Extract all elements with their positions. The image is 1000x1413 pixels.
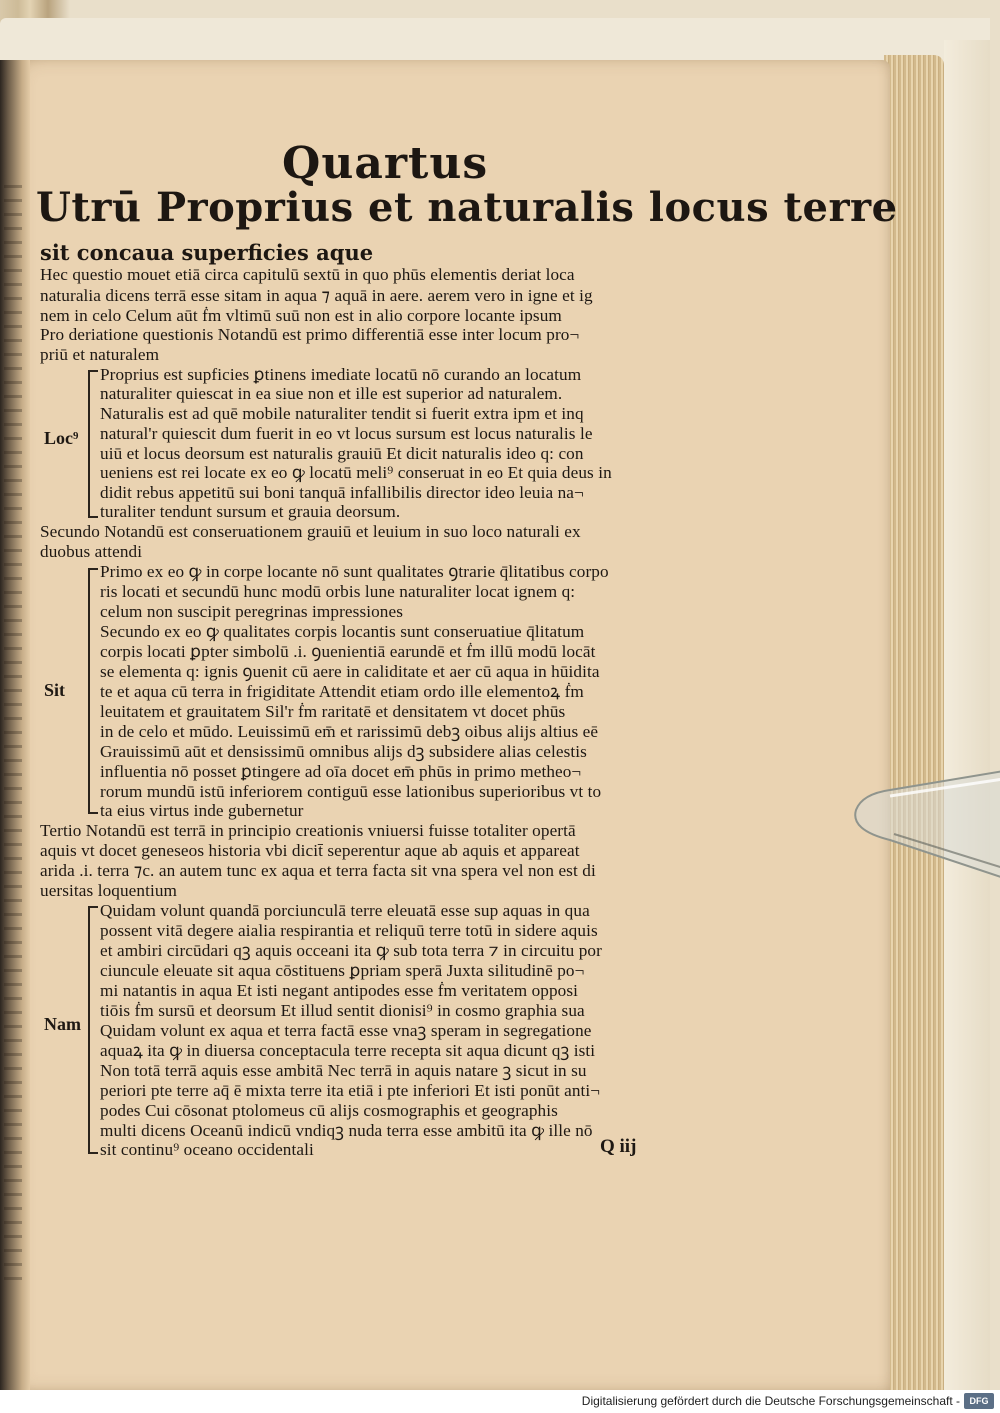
text-line: ta eius virtus inde gubernetur [100,801,304,820]
text-line: ueniens est rei locate ex eo ꝙ locatū meli⁹ conseruat in eo Et quia deus in [100,463,612,482]
text-line: multi dicens Oceanū indicū vndiqꝫ nuda terra esse ambitū ita ꝙ ille nō [100,1121,593,1140]
text-line: didit rebus appetitū sui boni tanquā infallibilis director ideo leuia na¬ [100,483,584,502]
text-line: Grauissimū aūt et densissimū omnibus alijs dꝫ subsidere alias celestis [100,742,587,761]
funding-credit: Digitalisierung gefördert durch die Deutsche Forschungsgemeinschaft - [581,1394,960,1408]
text-line: turaliter tendunt sursum et grauia deorsum. [100,502,401,521]
facing-page-text [4,180,22,1280]
text-line: naturalia dicens terrā esse sitam in aqua ⁊ aquā in aere. aerem vero in igne et ig [40,286,593,305]
text-line: in de celo et mūdo. Leuissimū em̄ et rarissimū debꝫ oibus alijs altius eē [100,722,599,741]
running-head: Quartus [282,138,489,189]
text-line: Primo ex eo ꝙ in corpe locante nō sunt qualitates ꝯtrarie q̄litatibus corpo [100,562,609,581]
text-line: naturaliter quiescat in ea siue non et ille est superior ad naturalem. [100,384,563,403]
footer-bar [0,1390,1000,1413]
text-line: possent vitā degere aialia respirantia et reliquū terre totū in sidere aquis [100,921,598,940]
side-label-sit: Sit [44,680,66,700]
text-line: aquaꝝ ita ꝙ in diuersa conceptacula terre recepta sit aqua dicunt qꝫ isti [100,1041,596,1060]
text-line: Naturalis est ad quē mobile naturaliter tendit si fuerit extra ipm et inq [100,404,584,423]
text-line: celum non suscipit peregrinas impressiones [100,602,404,621]
text-line: Quidam volunt quandā porciunculā terre eleuatā esse sup aquas in qua [100,901,590,920]
text-line: arida .i. terra ⁊c. an autem tunc ex aqua et terra facta sit vna spera vel non est di [40,861,596,880]
text-line: aquis vt docet geneseos historia vbi dicit̄ seperentur aque ab aquis et appareat [40,841,580,860]
text-line: Secundo Notandū est conseruationem grauiū et leuium in suo loco naturali ex [40,522,581,541]
text-line: mi natantis in aqua Et isti negant antipodes esse ḟm veritatem opposi [100,981,579,1000]
bracket-sit [88,568,90,814]
text-line: influentia nō posset ꝑtingere ad oīa docet em̄ phūs in primo metheo¬ [100,762,582,781]
glass-clip [850,770,1000,880]
text-line: corpis locati ꝑpter simbolū .i. ꝯuenientiā earundē et ḟm illū modū locāt [100,642,596,661]
text-line: podes Cui cōsonat ptolomeus cū alijs cosmographis et geographis [100,1101,558,1120]
side-label-nam: Nam [44,1014,81,1034]
bracket-nam [88,906,90,1154]
text-line: periori pte terre aq̄ ē mixta terre ita etiā i pte inferiori Et isti ponūt anti¬ [100,1081,601,1100]
text-line: Hec questio mouet etiā circa capitulū sextū in quo phūs elementis deriat loca [40,265,575,284]
page-edges [884,55,944,1390]
text-line: Proprius est supficies ꝑtinens imediate locatū nō curando an locatum [100,365,582,384]
text-line: leuitatem et grauitatem Sil'r ḟm raritatē et densitatem vt docet phūs [100,702,566,721]
text-line: Quidam volunt ex aqua et terra factā esse vnaꝫ speram in segregatione [100,1021,592,1040]
text-line: priū et naturalem [40,345,160,364]
text-line: nem in celo Celum aūt ḟm vltimū suū non est in alio corpore locante ipsum [40,306,562,325]
text-line: ris locati et secundū hunc modū orbis lune naturaliter locat ignem q: [100,582,576,601]
title-line-2: sit concaua superficies aque [40,240,374,265]
text-line: et ambiri circūdari qꝫ aquis occeani ita ꝙ sub tota terra ⁊ in circuitu por [100,941,602,960]
title-line-1: Utrū Proprius et naturalis locus terre [36,184,898,231]
side-label-loc: Loc⁹ [44,428,79,448]
text-line: Tertio Notandū est terrā in principio creationis vniuersi fuisse totaliter opertā [40,821,576,840]
text-line: Secundo ex eo ꝙ qualitates corpis locantis sunt conseruatiue q̄litatum [100,622,585,641]
bracket-loc [88,370,90,518]
cover-edge [944,40,990,1390]
text-line: te et aqua cū terra in frigiditate Attendit etiam ordo ille elementoꝝ ḟm [100,682,584,701]
text-line: sit continu⁹ oceano occidentali [100,1140,314,1159]
text-line: duobus attendi [40,542,143,561]
text-line: Non totā terrā aquis esse ambitā Nec terrā in aquis natare ꝫ sicut in su [100,1061,587,1080]
text-line: se elementa q: ignis ꝯuenit cū aere in caliditate et aer cū aqua in hūidita [100,662,600,681]
text-line: uiū et locus deorsum est naturalis grauiū Et dicit naturalis ideo q: con [100,444,584,463]
text-line: Pro deriatione questionis Notandū est primo differentiā esse inter locum pro¬ [40,325,580,344]
text-line: ciuncule eleuate sit aqua cōstituens ꝑpriam sperā Juxta silitudinē po¬ [100,961,585,980]
text-line: natural'r quiescit dum fuerit in eo vt locus sursum est locus naturalis le [100,424,593,443]
text-line: tiōis ḟm sursū et deorsum Et illud sentit dionisi⁹ in cosmo graphia sua [100,1001,585,1020]
text-line: uersitas loquentium [40,881,177,900]
text-line: rorum mundū istū inferiorem contiguū esse lationibus superioribus vt to [100,782,602,801]
dfg-logo: DFG [964,1393,994,1409]
signature-mark: Q iij [600,1136,637,1157]
